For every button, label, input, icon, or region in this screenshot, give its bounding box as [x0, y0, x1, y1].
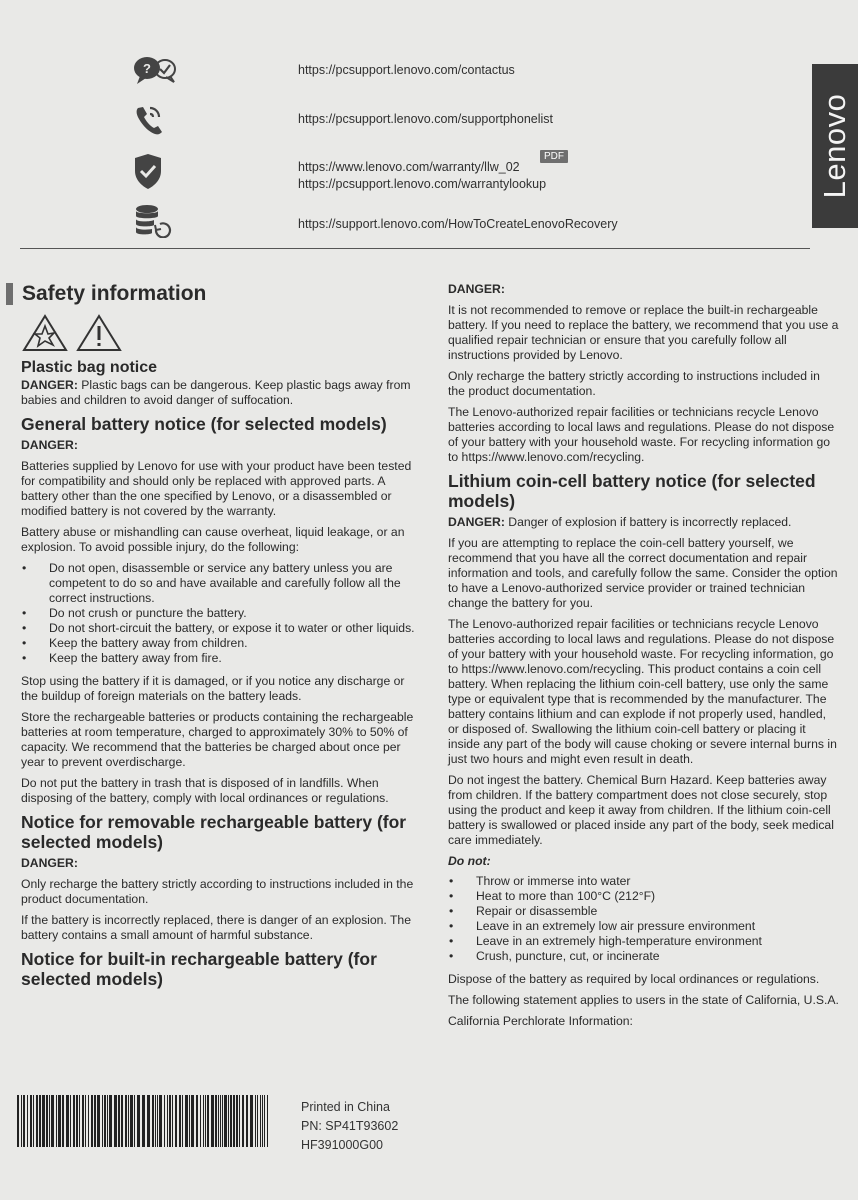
paragraph: If the battery is incorrectly replaced, there is danger of an explosion. The battery contains a small amount of harmful substance.	[21, 913, 411, 942]
list-item: • Do not open, disassemble or service any battery unless you are competent to do so and have available and carefully follow all the correct instructions.	[21, 561, 419, 606]
recovery-link[interactable]: https://support.lenovo.com/HowToCreateLenovoRecovery	[298, 217, 618, 231]
coin-cell-heading: Lithium coin-cell battery notice (for selected models)	[448, 471, 816, 511]
printed-in: Printed in China	[301, 1100, 390, 1114]
paragraph: The following statement applies to users in the state of California, U.S.A.	[448, 993, 839, 1007]
barcode	[17, 1095, 268, 1147]
danger-label: DANGER:	[21, 438, 78, 452]
svg-text:?: ?	[143, 61, 151, 76]
caution-warning-icon	[76, 314, 122, 352]
header-divider	[20, 248, 810, 249]
do-not-label: Do not:	[448, 854, 491, 868]
warranty-link[interactable]: https://www.lenovo.com/warranty/llw_02	[298, 160, 520, 174]
left-column	[21, 282, 419, 993]
list-item: • Heat to more than 100°C (212°F)	[448, 889, 840, 904]
paragraph: Do not ingest the battery. Chemical Burn Hazard. Keep batteries away from children. If the battery compartment does not close securely, stop using the product and keep it away from children. If the lithium coin-cell battery is swallowed or placed inside any part of the body, seek medical care immediately.	[448, 773, 834, 847]
product-code: HF391000G00	[301, 1138, 384, 1152]
coin-cell-danger: DANGER: Danger of explosion if battery is incorrectly replaced.	[448, 515, 792, 529]
plastic-bag-heading: Plastic bag notice	[21, 359, 158, 376]
danger-label: DANGER:	[21, 856, 78, 870]
paragraph: Battery abuse or mishandling can cause overheat, liquid leakage, or an explosion. To avoid possible injury, do the following:	[21, 525, 405, 554]
list-item: • Keep the battery away from children.	[21, 636, 419, 651]
paragraph: Dispose of the battery as required by local ordinances or regulations.	[448, 972, 820, 986]
general-battery-heading: General battery notice (for selected models)	[21, 414, 387, 434]
danger-label: DANGER:	[448, 282, 505, 296]
paragraph: Do not put the battery in trash that is disposed of in landfills. When disposing of the battery, comply with local ordinances or regulations.	[21, 776, 389, 805]
list-item: • Keep the battery away from fire.	[21, 651, 419, 666]
paragraph: It is not recommended to remove or replace the built-in rechargeable battery. If you need to replace the battery, we recommend that you use a qualified repair technician or ensure that you carefully follow all instructions provided by Lenovo.	[448, 303, 839, 362]
paragraph: California Perchlorate Information:	[448, 1014, 633, 1028]
part-number: PN: SP41T93602	[301, 1119, 399, 1133]
lenovo-logo	[812, 64, 858, 228]
coin-cell-do-not-list	[448, 874, 840, 964]
paragraph: If you are attempting to replace the coin-cell battery yourself, we recommend that you have all the correct documentation and repair information and tools, and carefully follow the same. Consider the option to have a Lenovo-authorized service provider or trained technician change the battery for you.	[448, 536, 838, 610]
pdf-badge: PDF	[540, 150, 568, 163]
list-item: • Repair or disassemble	[448, 904, 840, 919]
paragraph: Stop using the battery if it is damaged, or if you notice any discharge or the buildup of foreign materials on the battery leads.	[21, 674, 405, 703]
lenovo-logo-text: Lenovo	[817, 93, 852, 199]
paragraph: Store the rechargeable batteries or products containing the rechargeable batteries at room temperature, charged to approximately 30% to 50% of capacity. We recommend that the batteries be charged about once per year to prevent overdischarge.	[21, 710, 414, 769]
list-item: • Do not crush or puncture the battery.	[21, 606, 419, 621]
paragraph: The Lenovo-authorized repair facilities or technicians recycle Lenovo batteries according to local laws and regulations. Please do not dispose of your battery with your household waste. For recycling information, go to https://www.lenovo.com/recycling. This product contains a coin cell battery. When replacing the lithium coin-cell battery, use only the same type or equivalent type that is recommended by the manufacturer. The battery contains lithium and can explode if not properly used, handled, or disposed of. Swallowing the lithium coin-cell battery or placing it inside any part of the body will cause choking or severe internal burns in just two hours and might even result in death.	[448, 617, 837, 766]
paragraph: The Lenovo-authorized repair facilities or technicians recycle Lenovo batteries according to local laws and regulations. Please do not dispose of your battery with your household waste. For recycling information go to https://www.lenovo.com/recycling.	[448, 405, 835, 464]
explosion-warning-icon	[22, 314, 68, 352]
title-accent-bar	[6, 283, 13, 305]
contact-us-link[interactable]: https://pcsupport.lenovo.com/contactus	[298, 63, 515, 77]
warranty-lookup-link[interactable]: https://pcsupport.lenovo.com/warrantylookup	[298, 177, 547, 191]
page-title: Safety information	[21, 282, 419, 306]
battery-precautions-list	[21, 561, 419, 666]
shield-check-icon	[132, 154, 178, 190]
list-item: • Do not short-circuit the battery, or expose it to water or other liquids.	[21, 621, 419, 636]
support-phone-list-link[interactable]: https://pcsupport.lenovo.com/supportphonelist	[298, 112, 554, 126]
list-item: • Crush, puncture, cut, or incinerate	[448, 949, 840, 964]
list-item: • Leave in an extremely high-temperature environment	[448, 934, 840, 949]
warning-icons	[22, 314, 419, 352]
paragraph: Batteries supplied by Lenovo for use with your product have been tested for compatibility and should only be replaced with approved parts. A battery other than the one specified by Lenovo, or a disassembled or modified battery is not covered by the warranty.	[21, 459, 412, 518]
list-item: • Leave in an extremely low air pressure environment	[448, 919, 840, 934]
paragraph: Only recharge the battery strictly according to instructions included in the product documentation.	[21, 877, 414, 906]
print-info	[301, 1098, 398, 1155]
phone-icon	[132, 102, 178, 138]
builtin-battery-heading: Notice for built-in rechargeable battery (for selected models)	[21, 949, 377, 989]
plastic-bag-text: DANGER: Plastic bags can be dangerous. Keep plastic bags away from babies and children to avoid danger of suffocation.	[21, 378, 411, 407]
right-column	[448, 282, 840, 1035]
list-item: • Throw or immerse into water	[448, 874, 840, 889]
paragraph: Only recharge the battery strictly according to instructions included in the product documentation.	[448, 369, 820, 398]
chat-support-icon	[132, 54, 178, 90]
database-recovery-icon	[132, 202, 178, 238]
removable-battery-heading: Notice for removable rechargeable battery (for selected models)	[21, 812, 407, 852]
